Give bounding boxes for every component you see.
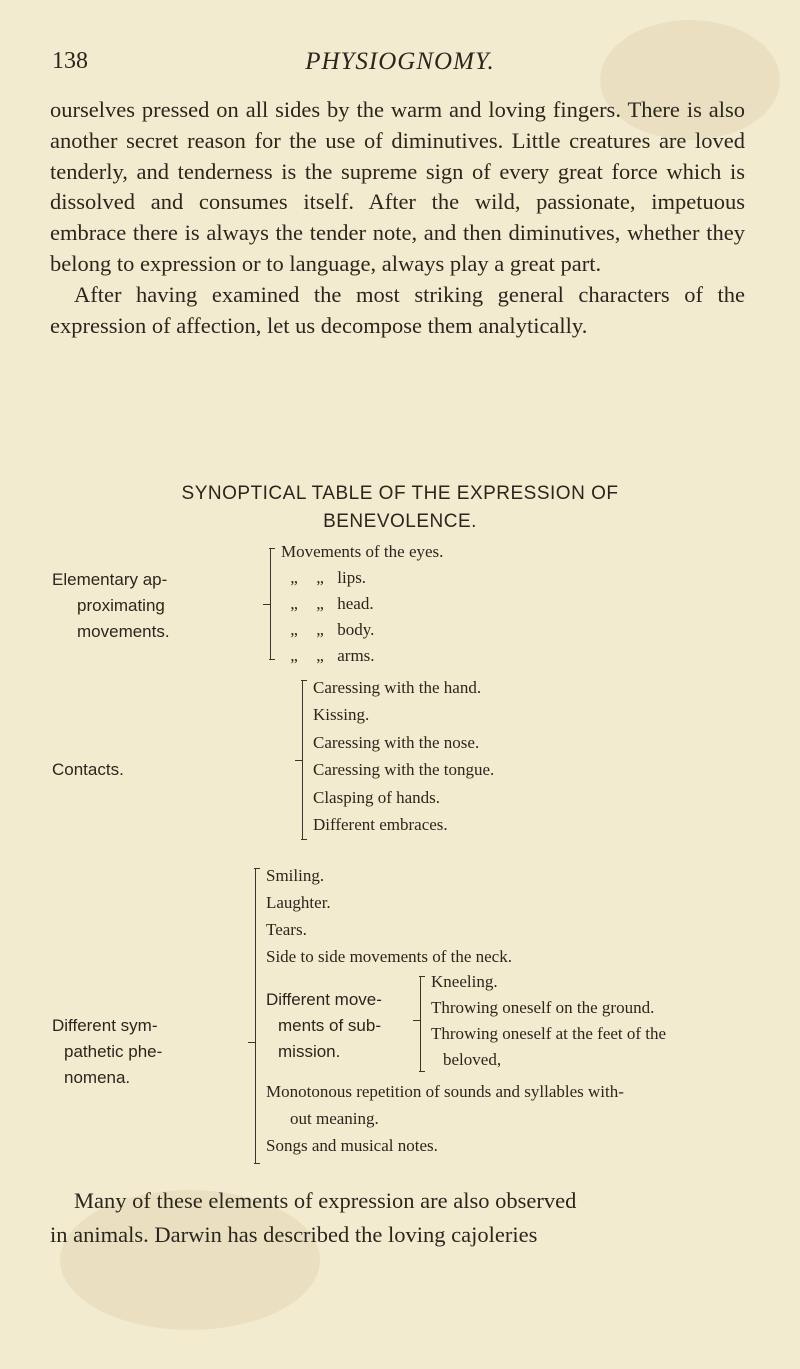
ditto-mark: „ xyxy=(290,594,298,613)
prose-top xyxy=(50,95,745,341)
brace-tip xyxy=(248,1042,255,1043)
ditto-mark: „ xyxy=(316,646,324,665)
brace-tip xyxy=(413,1020,420,1021)
label-line: movements. xyxy=(77,622,170,641)
sublabel-line: ments of sub- xyxy=(278,1016,381,1035)
table-item: Clasping of hands. xyxy=(313,788,441,807)
table-item: out meaning. xyxy=(290,1109,379,1128)
table-item: Caressing with the hand. xyxy=(313,678,482,697)
ditto-mark: „ xyxy=(290,646,298,665)
item-text: body. xyxy=(337,620,375,639)
table-item xyxy=(281,568,366,588)
ditto-mark: „ xyxy=(316,568,324,587)
label-line: Different sym- xyxy=(52,1016,158,1035)
table-item: Side to side movements of the neck. xyxy=(266,947,512,966)
prose-bottom xyxy=(50,1220,745,1251)
prose-bottom xyxy=(50,1186,745,1217)
sublabel-line: Different move- xyxy=(266,990,382,1009)
table-item: Songs and musical notes. xyxy=(266,1136,438,1155)
table-title-line: SYNOPTICAL TABLE OF THE EXPRESSION OF xyxy=(181,483,619,504)
label-line: pathetic phe- xyxy=(64,1042,163,1061)
table-item xyxy=(281,620,374,640)
item-text: arms. xyxy=(337,646,375,665)
sublabel-line: mission. xyxy=(278,1042,341,1061)
group-label-contacts: Contacts. xyxy=(52,760,124,779)
brace-tip xyxy=(263,604,270,605)
text-line: Many of these elements of expression are also observed xyxy=(74,1188,577,1213)
paragraph: After having examined the most striking general characters of the expression of affection, let us decompose them analytically. xyxy=(50,281,745,338)
ditto-mark: „ xyxy=(290,620,298,639)
item-text: lips. xyxy=(337,568,367,587)
table-item: Caressing with the nose. xyxy=(313,733,480,752)
table-item: Movements of the eyes. xyxy=(281,542,444,561)
table-item xyxy=(281,646,375,666)
table-item: Kissing. xyxy=(313,705,370,724)
brace xyxy=(255,868,256,1164)
item-text: head. xyxy=(337,594,374,613)
group-label-elementary-text xyxy=(52,570,262,590)
ditto-mark: „ xyxy=(316,620,324,639)
table-item: beloved, xyxy=(443,1050,502,1069)
table-item: Caressing with the tongue. xyxy=(313,760,495,779)
ditto-mark: „ xyxy=(316,594,324,613)
brace xyxy=(302,680,303,840)
page-number: 138 xyxy=(52,48,88,74)
table-item: Tears. xyxy=(266,920,307,939)
table-title-line: BENEVOLENCE. xyxy=(323,511,477,532)
label-line: proximating xyxy=(77,596,165,615)
label-line: nomena. xyxy=(64,1068,131,1087)
table-item: Different embraces. xyxy=(313,815,448,834)
table-title xyxy=(50,480,750,536)
label-line: Elementary ap- xyxy=(52,570,168,589)
table-item xyxy=(281,594,374,614)
table-item: Smiling. xyxy=(266,866,325,885)
page-header xyxy=(50,48,750,88)
table-item: Laughter. xyxy=(266,893,331,912)
table-item: Throwing oneself on the ground. xyxy=(431,998,655,1017)
brace-tip xyxy=(295,760,302,761)
brace xyxy=(270,548,271,660)
table-item: Kneeling. xyxy=(431,972,498,991)
paragraph: ourselves pressed on all sides by the warm and loving fingers. There is also another secret reason for the use of diminutives. Little creatures are loved tenderly, and tenderness is the supreme sign of every great force which is dissolved and consumes itself. After the wild, passionate, impetuous embrace there is always the tender note, and then diminutives, whether they belong to expression or to language, always play a great part. xyxy=(50,97,745,276)
sub-brace xyxy=(420,976,421,1072)
table-item: Monotonous repetition of sounds and syllables with- xyxy=(266,1082,624,1101)
running-title: PHYSIOGNOMY. xyxy=(305,48,495,75)
text-line: in animals. Darwin has described the loving cajoleries xyxy=(50,1222,538,1247)
ditto-mark: „ xyxy=(290,568,298,587)
table-item: Throwing oneself at the feet of the xyxy=(431,1024,667,1043)
